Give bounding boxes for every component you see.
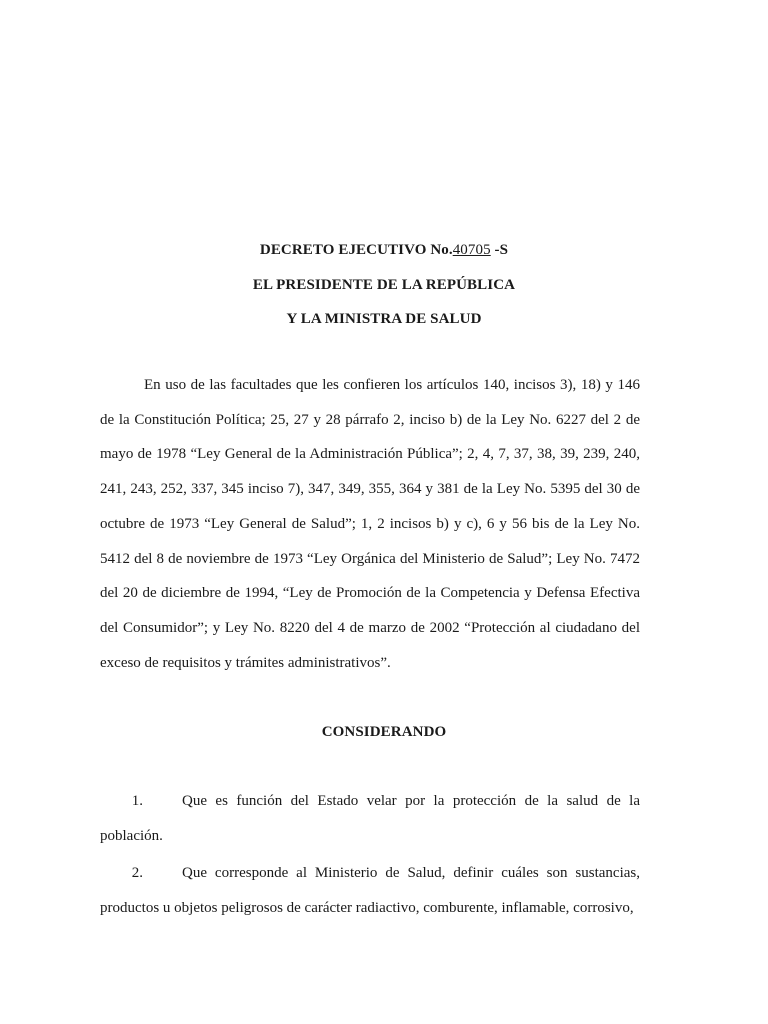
intro-paragraph: En uso de las facultades que les confieren los artículos 140, incisos 3), 18) y 146 de la Constitución Política; 25, 27 y 28 párrafo 2, inciso b) de la Ley No. 6227 del 2 de mayo de 1978 “Ley General de la Administración Pública”; 2, 4, 7, 37, 38, 39, 239, 240, 241, 243, 252, 337, 345 inciso 7), 347, 349, 355, 364 y 381 de la Ley No. 5395 del 30 de octubre de 1973 “Ley General de Salud”; 1, 2 incisos b) y c), 6 y 56 bis de la Ley No. 5412 del 8 de noviembre de 1973 “Ley Orgánica del Ministerio de Salud”; Ley No. 7472 del 20 de diciembre de 1994, “Ley de Promoción de la Competencia y Defensa Efectiva del Consumidor”; y Ley No. 8220 del 4 de marzo de 2002 “Protección al ciudadano del exceso de requisitos y trámites administrativos”. xyxy=(100,377,640,671)
item-text: Que corresponde al Ministerio de Salud, definir cuáles son sustancias, productos u objetos peligrosos de carácter radiactivo, comburente, inflamable, corrosivo, xyxy=(100,865,640,916)
item-number: 2. xyxy=(131,865,143,881)
decree-title xyxy=(0,242,768,259)
decree-number: 40705 xyxy=(452,242,491,258)
considerando-item-1 xyxy=(100,784,640,853)
considerando-item-2 xyxy=(100,856,640,925)
considerando-title: CONSIDERANDO xyxy=(321,724,447,740)
decree-title-suffix: -S xyxy=(490,242,509,258)
decree-title-prefix: DECRETO EJECUTIVO No. xyxy=(259,242,453,258)
president-heading: EL PRESIDENTE DE LA REPÚBLICA xyxy=(252,277,516,293)
minister-heading: Y LA MINISTRA DE SALUD xyxy=(286,311,482,327)
item-number: 1. xyxy=(131,793,143,809)
item-text: Que es función del Estado velar por la protección de la salud de la población. xyxy=(100,793,640,844)
